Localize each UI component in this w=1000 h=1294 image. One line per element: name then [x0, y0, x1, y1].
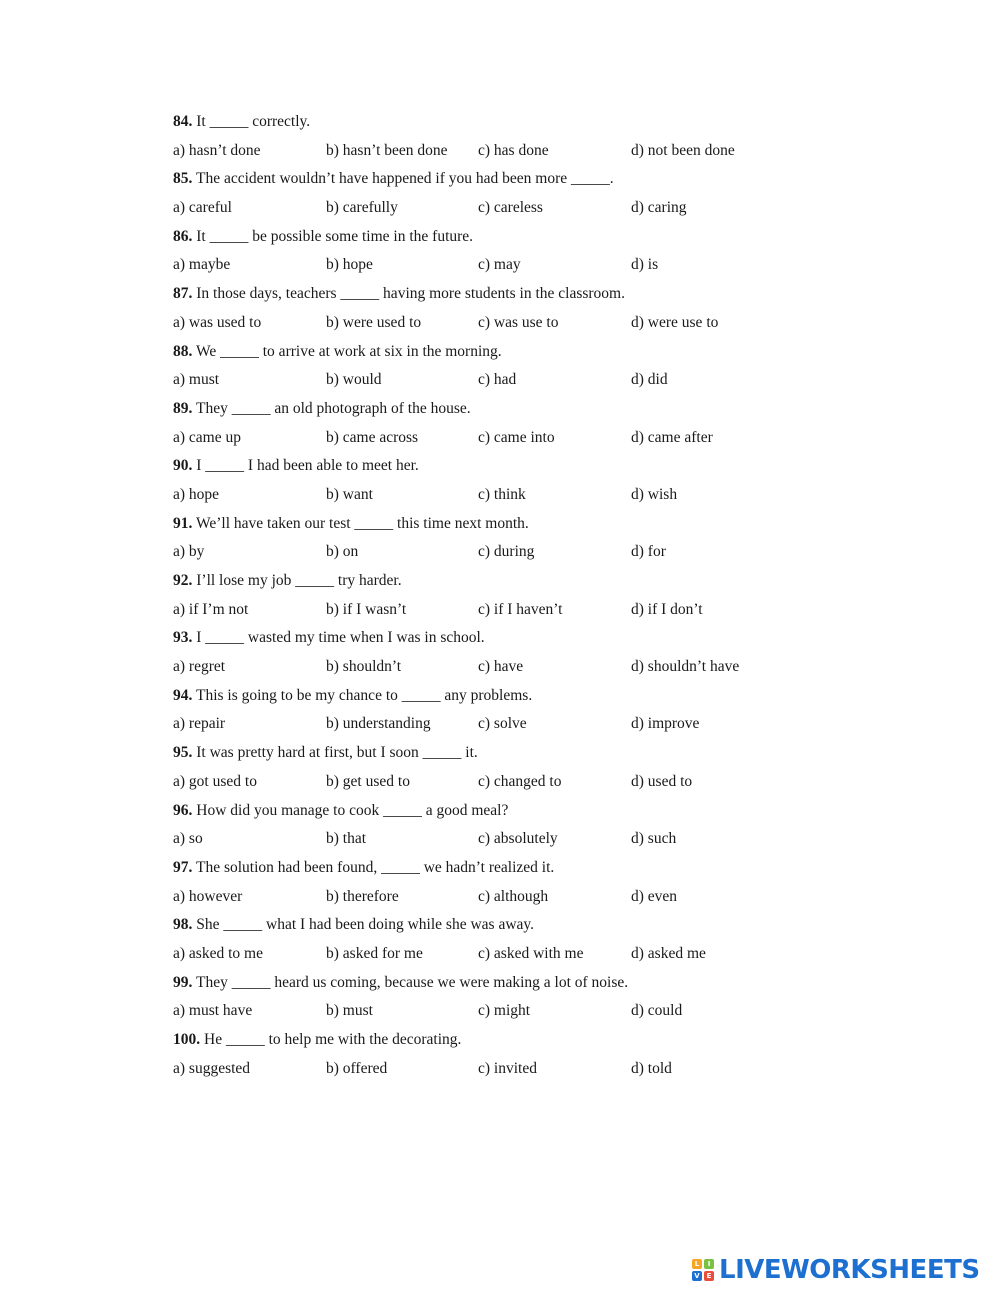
answer-option[interactable]: a) maybe: [173, 256, 231, 274]
answer-option[interactable]: d) caring: [631, 199, 687, 217]
question-text: They _____ heard us coming, because we were making a lot of noise.: [195, 973, 629, 991]
question-number: 91.: [173, 514, 193, 532]
answer-option[interactable]: c) changed to: [478, 772, 562, 790]
question-line: [173, 1026, 813, 1055]
question-number: 84.: [173, 113, 193, 130]
answer-options: [173, 883, 813, 912]
answer-option[interactable]: a) asked to me: [173, 944, 263, 962]
answer-option[interactable]: a) came up: [173, 428, 241, 446]
answer-option[interactable]: b) hasn’t been done: [326, 141, 448, 159]
answer-option[interactable]: b) would: [326, 371, 382, 389]
question-number: 87.: [173, 285, 193, 303]
question-line: [173, 510, 813, 539]
question-number: 92.: [173, 572, 193, 589]
worksheet: [173, 108, 813, 1083]
question-text: It _____ correctly.: [196, 113, 311, 130]
answer-option[interactable]: d) such: [631, 830, 677, 848]
answer-option[interactable]: b) on: [326, 543, 359, 561]
question-line: [173, 395, 813, 424]
answer-options: [173, 251, 813, 280]
question-text: How did you manage to cook _____ a good meal?: [196, 801, 509, 819]
answer-option[interactable]: a) hope: [173, 485, 220, 503]
answer-options: [173, 768, 813, 797]
question-item: [173, 165, 813, 222]
logo-mark-tile: L: [692, 1259, 702, 1269]
question-line: [173, 338, 813, 367]
answer-option[interactable]: c) has done: [478, 141, 549, 159]
question-number: 98.: [173, 916, 193, 934]
answer-option[interactable]: d) did: [631, 371, 668, 389]
logo-text: LIVEWORKSHEETS: [719, 1255, 980, 1285]
question-line: [173, 969, 813, 998]
answer-option[interactable]: b) shouldn’t: [326, 658, 402, 676]
answer-option[interactable]: a) must: [173, 371, 220, 389]
question-item: [173, 797, 813, 854]
answer-option[interactable]: b) if I wasn’t: [326, 600, 407, 618]
question-number: 93.: [173, 629, 193, 647]
liveworksheets-logo[interactable]: [692, 1253, 980, 1287]
question-text: She _____ what I had been doing while she was away.: [196, 916, 535, 934]
question-text: I _____ I had been able to meet her.: [196, 457, 419, 475]
question-item: [173, 223, 813, 280]
answer-option[interactable]: d) told: [631, 1059, 672, 1077]
answer-option[interactable]: d) could: [631, 1002, 683, 1020]
answer-option[interactable]: d) were use to: [631, 313, 719, 331]
question-text: The solution had been found, _____ we hadn’t realized it.: [195, 858, 555, 876]
question-number: 95.: [173, 744, 193, 762]
answer-option[interactable]: b) offered: [326, 1059, 388, 1077]
answer-option[interactable]: b) understanding: [326, 715, 431, 733]
answer-option[interactable]: b) therefore: [326, 887, 399, 905]
question-item: [173, 567, 813, 624]
question-text: We _____ to arrive at work at six in the morning.: [195, 342, 502, 360]
answer-option[interactable]: a) must have: [173, 1002, 253, 1020]
answer-options: [173, 825, 813, 854]
question-number: 97.: [173, 858, 193, 876]
logo-mark-tile: E: [704, 1271, 714, 1281]
answer-option[interactable]: b) asked for me: [326, 944, 423, 962]
answer-options: [173, 309, 813, 338]
question-line: [173, 739, 813, 768]
question-number: 89.: [173, 399, 193, 417]
answer-option[interactable]: d) used to: [631, 772, 693, 790]
question-item: [173, 452, 813, 509]
question-line: [173, 280, 813, 309]
answer-option[interactable]: a) by: [173, 543, 205, 561]
answer-options: [173, 940, 813, 969]
question-number: 90.: [173, 457, 193, 475]
answer-option[interactable]: b) want: [326, 485, 373, 503]
answer-option[interactable]: a) repair: [173, 715, 226, 733]
question-text: He _____ to help me with the decorating.: [204, 1031, 462, 1048]
answer-option[interactable]: c) may: [478, 256, 521, 274]
answer-option[interactable]: d) improve: [631, 715, 700, 733]
answer-options: [173, 366, 813, 395]
question-text: I’ll lose my job _____ try harder.: [196, 572, 402, 589]
question-line: [173, 797, 813, 826]
question-line: [173, 452, 813, 481]
question-line: [173, 854, 813, 883]
question-number: 96.: [173, 801, 193, 819]
logo-mark-tile: I: [704, 1259, 714, 1269]
answer-option[interactable]: d) wish: [631, 485, 678, 503]
answer-option[interactable]: a) if I’m not: [173, 600, 249, 618]
question-item: [173, 510, 813, 567]
answer-options: [173, 997, 813, 1026]
answer-option[interactable]: c) invited: [478, 1059, 537, 1077]
question-text: We’ll have taken our test _____ this time next month.: [195, 514, 529, 532]
answer-option[interactable]: c) solve: [478, 715, 527, 733]
answer-option[interactable]: a) regret: [173, 658, 226, 676]
question-item: [173, 854, 813, 911]
answer-option[interactable]: b) get used to: [326, 772, 410, 790]
answer-options: [173, 194, 813, 223]
question-text: The accident wouldn’t have happened if you had been more _____.: [195, 170, 614, 188]
answer-option[interactable]: c) might: [478, 1002, 531, 1020]
question-line: [173, 911, 813, 940]
answer-option[interactable]: a) so: [173, 830, 203, 848]
question-line: [173, 682, 813, 711]
question-text: It was pretty hard at first, but I soon _____ it.: [196, 744, 478, 762]
answer-option[interactable]: d) if I don’t: [631, 600, 703, 618]
answer-option[interactable]: c) during: [478, 543, 535, 561]
question-line: [173, 624, 813, 653]
answer-option[interactable]: d) is: [631, 256, 659, 274]
answer-option[interactable]: c) came into: [478, 428, 555, 446]
question-item: [173, 969, 813, 1026]
answer-options: [173, 1055, 813, 1084]
logo-mark-icon: [692, 1259, 714, 1281]
answer-option[interactable]: b) must: [326, 1002, 373, 1020]
question-line: [173, 108, 813, 137]
answer-option[interactable]: a) suggested: [173, 1059, 251, 1077]
question-item: [173, 1026, 813, 1083]
answer-options: [173, 481, 813, 510]
question-item: [173, 624, 813, 681]
question-text: This is going to be my chance to _____ any problems.: [195, 686, 533, 704]
answer-option[interactable]: d) even: [631, 887, 678, 905]
question-item: [173, 739, 813, 796]
answer-option[interactable]: c) think: [478, 485, 526, 503]
answer-option[interactable]: b) carefully: [326, 199, 398, 217]
answer-options: [173, 653, 813, 682]
answer-option[interactable]: d) not been done: [631, 141, 735, 159]
answer-options: [173, 424, 813, 453]
answer-option[interactable]: c) had: [478, 371, 517, 389]
answer-options: [173, 538, 813, 567]
question-number: 94.: [173, 686, 193, 704]
question-text: I _____ wasted my time when I was in school.: [196, 629, 485, 647]
answer-option[interactable]: b) came across: [326, 428, 419, 446]
question-item: [173, 911, 813, 968]
question-text: They _____ an old photograph of the house.: [195, 399, 471, 417]
answer-option[interactable]: c) absolutely: [478, 830, 558, 848]
answer-option[interactable]: c) asked with me: [478, 944, 584, 962]
question-text: It _____ be possible some time in the future.: [196, 227, 474, 245]
answer-option[interactable]: c) was use to: [478, 313, 559, 331]
answer-option[interactable]: b) hope: [326, 256, 373, 274]
answer-option[interactable]: d) asked me: [631, 944, 706, 962]
question-item: [173, 682, 813, 739]
answer-option[interactable]: a) got used to: [173, 772, 257, 790]
answer-option[interactable]: c) if I haven’t: [478, 600, 563, 618]
answer-option[interactable]: a) was used to: [173, 313, 262, 331]
answer-option[interactable]: b) were used to: [326, 313, 422, 331]
answer-options: [173, 710, 813, 739]
question-text: In those days, teachers _____ having more students in the classroom.: [196, 285, 625, 303]
question-number: 86.: [173, 227, 193, 245]
question-number: 99.: [173, 973, 193, 991]
answer-option[interactable]: d) came after: [631, 428, 713, 446]
answer-option[interactable]: a) however: [173, 887, 243, 905]
question-number: 100.: [173, 1031, 201, 1048]
question-item: [173, 108, 813, 165]
question-item: [173, 395, 813, 452]
answer-option[interactable]: d) for: [631, 543, 666, 561]
question-number: 85.: [173, 170, 193, 188]
answer-option[interactable]: a) careful: [173, 199, 232, 217]
answer-option[interactable]: c) although: [478, 887, 549, 905]
answer-option[interactable]: a) hasn’t done: [173, 141, 261, 159]
question-number: 88.: [173, 342, 193, 360]
question-line: [173, 165, 813, 194]
answer-option[interactable]: d) shouldn’t have: [631, 658, 740, 676]
answer-option[interactable]: b) that: [326, 830, 367, 848]
answer-option[interactable]: c) careless: [478, 199, 543, 217]
question-line: [173, 567, 813, 596]
answer-options: [173, 137, 813, 166]
question-item: [173, 338, 813, 395]
question-item: [173, 280, 813, 337]
question-line: [173, 223, 813, 252]
answer-options: [173, 596, 813, 625]
logo-mark-tile: V: [692, 1271, 702, 1281]
answer-option[interactable]: c) have: [478, 658, 524, 676]
